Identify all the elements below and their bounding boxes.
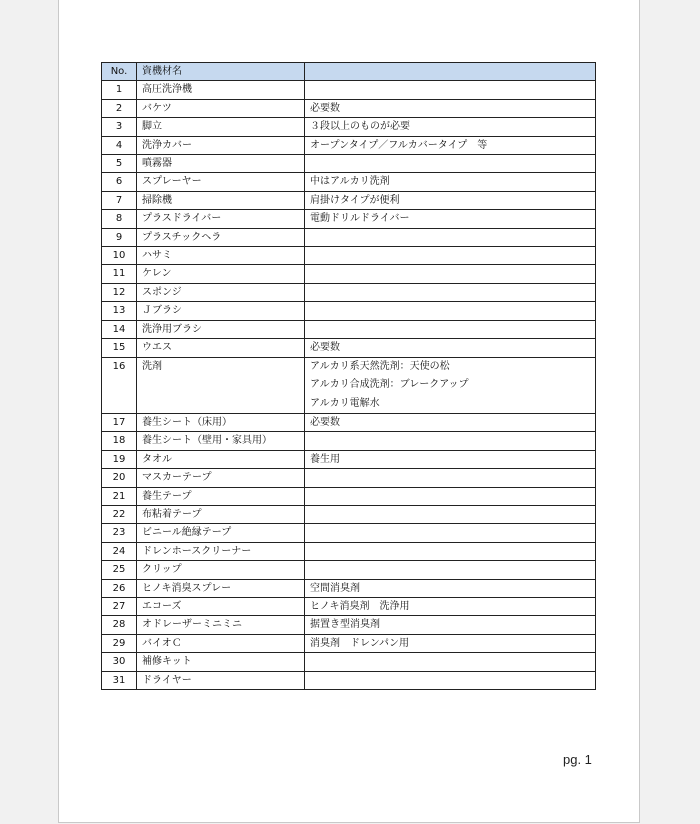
equipment-name: 洗剤	[137, 357, 305, 414]
row-number: 4	[102, 136, 137, 154]
equipment-note: 中はアルカリ洗剤	[305, 173, 596, 191]
row-number: 2	[102, 99, 137, 117]
equipment-note	[305, 320, 596, 338]
equipment-note: 必要数	[305, 414, 596, 432]
equipment-name: バイオＣ	[137, 634, 305, 652]
table-row	[102, 99, 596, 117]
table-row	[102, 173, 596, 191]
table-row	[102, 414, 596, 432]
equipment-note	[305, 247, 596, 265]
row-number: 17	[102, 414, 137, 432]
row-number: 13	[102, 302, 137, 320]
equipment-note: 必要数	[305, 339, 596, 357]
document-page	[58, 0, 640, 823]
table-body	[102, 81, 596, 690]
header-equipment-name: 資機材名	[137, 63, 305, 81]
table-row	[102, 432, 596, 450]
equipment-note: 肩掛けタイプが便利	[305, 191, 596, 209]
equipment-name: ビニール絶縁テープ	[137, 524, 305, 542]
equipment-note: 養生用	[305, 450, 596, 468]
equipment-note	[305, 265, 596, 283]
equipment-name: ヒノキ消臭スプレー	[137, 579, 305, 597]
row-number: 24	[102, 542, 137, 560]
row-number: 8	[102, 210, 137, 228]
table-row	[102, 598, 596, 616]
row-number: 15	[102, 339, 137, 357]
equipment-note: ３段以上のものが必要	[305, 118, 596, 136]
equipment-note: オープンタイプ／フルカバータイプ 等	[305, 136, 596, 154]
equipment-name: ドライヤー	[137, 671, 305, 689]
table-row	[102, 616, 596, 634]
equipment-name: 養生シート（壁用・家具用）	[137, 432, 305, 450]
table-row	[102, 118, 596, 136]
equipment-name: 補修キット	[137, 653, 305, 671]
row-number: 30	[102, 653, 137, 671]
equipment-name: 養生テープ	[137, 487, 305, 505]
row-number: 25	[102, 561, 137, 579]
table-row	[102, 579, 596, 597]
table-row	[102, 339, 596, 357]
equipment-name: 布粘着テープ	[137, 506, 305, 524]
row-number: 14	[102, 320, 137, 338]
equipment-note: 消臭剤 ドレンパン用	[305, 634, 596, 652]
equipment-name: マスカーテープ	[137, 469, 305, 487]
table-row	[102, 191, 596, 209]
equipment-name: ケレン	[137, 265, 305, 283]
equipment-name: プラスチックヘラ	[137, 228, 305, 246]
equipment-name: バケツ	[137, 99, 305, 117]
row-number: 5	[102, 155, 137, 173]
table-row	[102, 320, 596, 338]
row-number: 10	[102, 247, 137, 265]
row-number: 22	[102, 506, 137, 524]
note-line: アルカリ電解水	[310, 397, 380, 409]
equipment-name: 高圧洗浄機	[137, 81, 305, 99]
equipment-note	[305, 561, 596, 579]
note-line: アルカリ系天然洗剤：天使の松	[310, 360, 450, 372]
table-row	[102, 524, 596, 542]
table-header-row	[102, 63, 596, 81]
equipment-note	[305, 671, 596, 689]
row-number: 11	[102, 265, 137, 283]
table-row	[102, 506, 596, 524]
table-row	[102, 247, 596, 265]
equipment-name: 洗浄カバー	[137, 136, 305, 154]
equipment-note: 必要数	[305, 99, 596, 117]
row-number: 16	[102, 357, 137, 414]
row-number: 19	[102, 450, 137, 468]
row-number: 1	[102, 81, 137, 99]
table-row	[102, 634, 596, 652]
table-row	[102, 487, 596, 505]
equipment-note: 電動ドリルドライバー	[305, 210, 596, 228]
equipment-note	[305, 506, 596, 524]
table-row	[102, 561, 596, 579]
equipment-name: ハサミ	[137, 247, 305, 265]
equipment-note	[305, 155, 596, 173]
row-number: 20	[102, 469, 137, 487]
equipment-name: タオル	[137, 450, 305, 468]
table-row	[102, 542, 596, 560]
equipment-note	[305, 228, 596, 246]
row-number: 9	[102, 228, 137, 246]
equipment-note	[305, 81, 596, 99]
equipment-note	[305, 487, 596, 505]
row-number: 23	[102, 524, 137, 542]
equipment-note: 空間消臭剤	[305, 579, 596, 597]
table-row	[102, 136, 596, 154]
row-number: 26	[102, 579, 137, 597]
table-row	[102, 653, 596, 671]
row-number: 29	[102, 634, 137, 652]
table-row	[102, 210, 596, 228]
table-row	[102, 283, 596, 301]
equipment-note	[305, 469, 596, 487]
table-row	[102, 265, 596, 283]
equipment-table	[101, 62, 596, 690]
equipment-name: 掃除機	[137, 191, 305, 209]
equipment-name: スプレーヤー	[137, 173, 305, 191]
equipment-name: エコーズ	[137, 598, 305, 616]
row-number: 27	[102, 598, 137, 616]
row-number: 21	[102, 487, 137, 505]
page-number: pg. 1	[563, 752, 592, 767]
equipment-note	[305, 542, 596, 560]
equipment-name: ドレンホースクリーナー	[137, 542, 305, 560]
row-number: 12	[102, 283, 137, 301]
table-row	[102, 81, 596, 99]
row-number: 6	[102, 173, 137, 191]
equipment-note	[305, 653, 596, 671]
table-row	[102, 357, 596, 414]
equipment-name: スポンジ	[137, 283, 305, 301]
equipment-name: ウエス	[137, 339, 305, 357]
header-notes	[305, 63, 596, 81]
equipment-name: 養生シート（床用）	[137, 414, 305, 432]
table-row	[102, 450, 596, 468]
note-line: アルカリ合成洗剤：ブレークアップ	[310, 379, 469, 390]
header-no: No.	[102, 63, 137, 81]
equipment-note: ヒノキ消臭剤 洗浄用	[305, 598, 596, 616]
equipment-note	[305, 302, 596, 320]
equipment-name: Ｊブラシ	[137, 302, 305, 320]
table-row	[102, 155, 596, 173]
equipment-name: プラスドライバー	[137, 210, 305, 228]
equipment-name: クリップ	[137, 561, 305, 579]
equipment-name: オドレーザーミニミニ	[137, 616, 305, 634]
equipment-name: 脚立	[137, 118, 305, 136]
equipment-name: 洗浄用ブラシ	[137, 320, 305, 338]
equipment-name: 噴霧器	[137, 155, 305, 173]
table-row	[102, 302, 596, 320]
row-number: 7	[102, 191, 137, 209]
row-number: 28	[102, 616, 137, 634]
table-row	[102, 228, 596, 246]
row-number: 31	[102, 671, 137, 689]
table-row	[102, 671, 596, 689]
equipment-note: 据置き型消臭剤	[305, 616, 596, 634]
equipment-note	[305, 432, 596, 450]
equipment-note	[305, 283, 596, 301]
row-number: 18	[102, 432, 137, 450]
equipment-note	[305, 524, 596, 542]
equipment-note	[305, 357, 596, 414]
row-number: 3	[102, 118, 137, 136]
table-row	[102, 469, 596, 487]
